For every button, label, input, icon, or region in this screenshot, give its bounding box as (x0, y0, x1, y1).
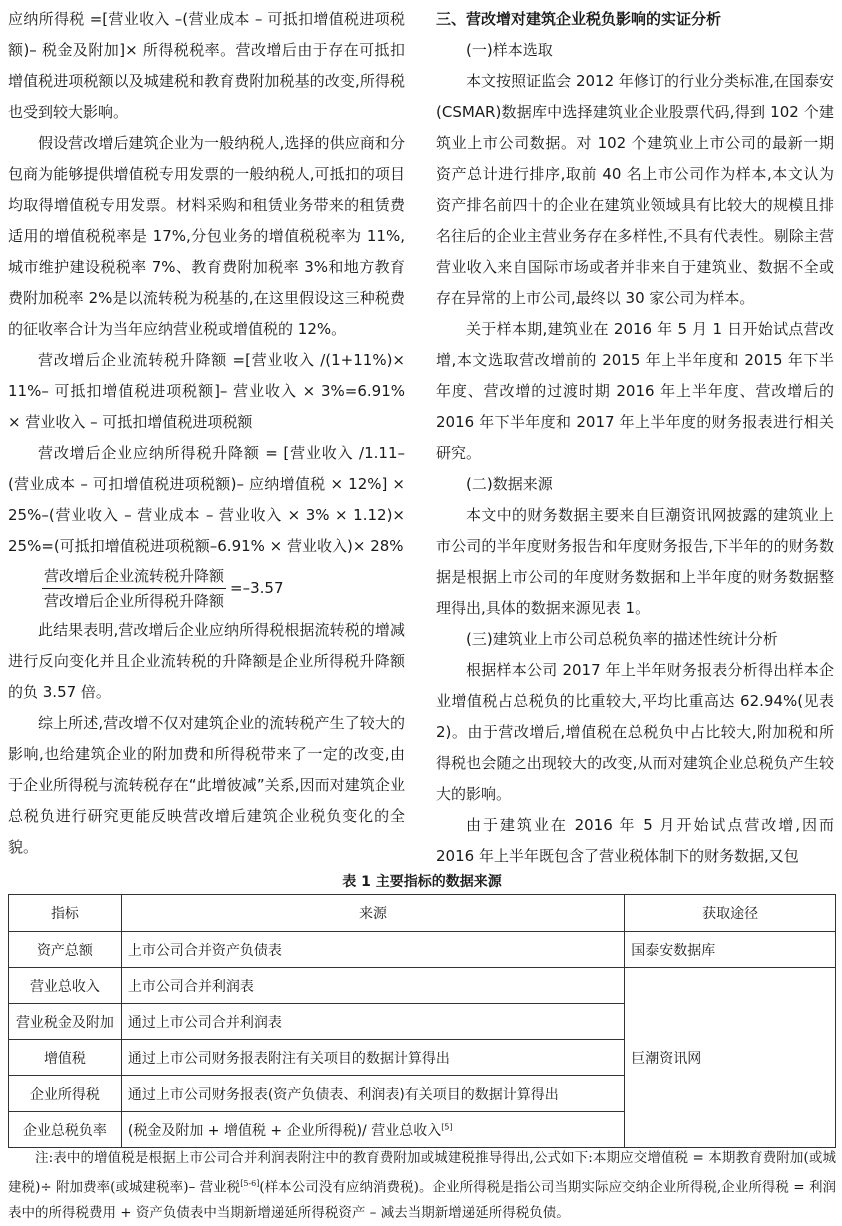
access-cell: 国泰安数据库 (625, 932, 836, 968)
fraction-numerator: 营改增后企业流转税升降额 (42, 564, 226, 589)
ratio-formula (42, 564, 405, 613)
access-cell: 巨潮资讯网 (625, 968, 836, 1148)
indicator-cell: 企业所得税 (9, 1076, 122, 1112)
column-header: 指标 (9, 895, 122, 932)
column-header: 来源 (121, 895, 624, 932)
subsection-heading: (一)样本选取 (466, 41, 553, 59)
source-cell: 通过上市公司合并利润表 (121, 1004, 624, 1040)
table-row (9, 968, 836, 1004)
note-text: (样本公司没有应纳消费税)。企业所得税是指公司当期实际应交纳企业所得税,企业所得税 = 利润表中的所得税费用 + 资产负债表中当期新增递延所得税资产 – 减去当期新增递延所得税负债。 (8, 1179, 836, 1221)
fraction-result: =–3.57 (230, 579, 284, 597)
source-cell (121, 1112, 624, 1148)
table-1 (8, 870, 836, 1148)
formula-paragraph: 营改增后企业流转税升降额 =[营业收入 /(1+11%)× 11%– 可抵扣增值税进项税额]– 营业收入 × 3%=6.91% × 营业收入 – 可抵扣增值税进项税额 (8, 351, 405, 431)
indicator-cell: 营业总收入 (9, 968, 122, 1004)
paragraph: 本文中的财务数据主要来自巨潮资讯网披露的建筑业上市公司的半年度财务报告和年度财务报告,下半年的的财务数据是根据上市公司的年度财务数据和上半年度的财务数据整理得出,具体的数据来源见表 1。 (436, 506, 834, 617)
paragraph: 综上所述,营改增不仅对建筑企业的流转税产生了较大的影响,也给建筑企业的附加费和所得税带来了一定的改变,由于企业所得税与流转税存在“此增彼减”关系,因而对建筑企业总税负进行研究更能反映营改增后建筑企业税负变化的全貌。 (8, 714, 405, 856)
paragraph: 此结果表明,营改增后企业应纳所得税根据流转税的增减进行反向变化并且企业流转税的升降额是企业所得税升降额的负 3.57 倍。 (8, 621, 405, 701)
subsection-heading: (三)建筑业上市公司总税负率的描述性统计分析 (466, 630, 778, 648)
table-note (8, 1146, 836, 1226)
paragraph: 根据样本公司 2017 年上半年财务报表分析得出样本企业增值税占总税负的比重较大,平均比重高达 62.94%(见表 2)。由于营改增后,增值税在总税负中占比较大,附加税和所得税也会随之出现较大的改变,从而对建筑企业总税负产生较大的影响。 (436, 661, 834, 803)
source-cell: 通过上市公司财务报表(资产负债表、利润表)有关项目的数据计算得出 (121, 1076, 624, 1112)
indicator-cell: 资产总额 (9, 932, 122, 968)
citation-ref: [5-6] (240, 1179, 260, 1188)
paragraph: 应纳所得税 =[营业收入 –(营业成本 – 可抵扣增值税进项税额)– 税金及附加]× 所得税税率。营改增后由于存在可抵扣增值税进项税额以及城建税和教育费附加税基的改变,所得税也受到较大影响。 (8, 10, 405, 121)
source-text: (税金及附加 + 增值税 + 企业所得税)/ 营业总收入 (127, 1122, 442, 1139)
subsection-heading: (二)数据来源 (466, 475, 553, 493)
indicator-cell: 企业总税负率 (9, 1112, 122, 1148)
paragraph: 关于样本期,建筑业在 2016 年 5 月 1 日开始试点营改增,本文选取营改增前的 2015 年上半年度和 2015 年下半年度、营改增的过渡时期 2016 年上半年度、营改增后的 2016 年下半年度和 2017 年上半年度的财务报表进行相关研究。 (436, 320, 834, 462)
paragraph: 由于建筑业在 2016 年 5 月开始试点营改增,因而 2016 年上半年既包含了营业税体制下的财务数据,又包 (436, 816, 834, 865)
paragraph: 本文按照证监会 2012 年修订的行业分类标准,在国泰安(CSMAR)数据库中选择建筑业企业股票代码,得到 102 个建筑业上市公司数据。对 102 个建筑业上市公司的最新一期资产总计进行排序,取前 40 名上市公司作为样本,本文认为资产排名前四十的企业在建筑业领域具有比较大的规模且排名往后的企业主营业务存在多样性,不具有代表性。剔除主营营业收入来自国际市场或者并非来自于建筑业、数据不全或存在异常的上市公司,最终以 30 家公司为样本。 (436, 72, 834, 307)
table-header-row (9, 895, 836, 932)
section-heading: 三、营改增对建筑企业税负影响的实证分析 (436, 10, 722, 28)
table-title: 表 1 主要指标的数据来源 (342, 874, 502, 890)
table-row (9, 932, 836, 968)
fraction (42, 564, 226, 613)
formula-paragraph: 营改增后企业应纳所得税升降额 = [营业收入 /1.11–(营业成本 – 可扣增值税进项税额)– 应纳增值税 × 12%] × 25%–(营业收入 – 营业成本 – 营业收入 × 3% × 1.12)× 25%=(可抵扣增值税进项税额–6.91% × 营业收入)× 28% (8, 444, 405, 555)
fraction-denominator: 营改增后企业所得税升降额 (44, 592, 225, 610)
source-cell: 上市公司合并利润表 (121, 968, 624, 1004)
source-cell: 上市公司合并资产负债表 (121, 932, 624, 968)
right-column (436, 4, 834, 872)
left-column (8, 4, 405, 863)
source-cell: 通过上市公司财务报表附注有关项目的数据计算得出 (121, 1040, 624, 1076)
note-text: 注:表中的增值税是根据上市公司合并利润表附注中的教育费附加或城建税推导得出,公式如下:本期应交增值税 = 本期教育费附加(或城建税)÷ 附加费率(或城建税率)– 营业税 (8, 1150, 836, 1196)
data-source-table (8, 894, 836, 1148)
indicator-cell: 营业税金及附加 (9, 1004, 122, 1040)
indicator-cell: 增值税 (9, 1040, 122, 1076)
column-header: 获取途径 (625, 895, 836, 932)
citation-ref: [5] (441, 1121, 453, 1131)
paragraph: 假设营改增后建筑企业为一般纳税人,选择的供应商和分包商为能够提供增值税专用发票的一般纳税人,可抵扣的项目均取得增值税专用发票。材料采购和租赁业务带来的租赁费适用的增值税税率是 17%,分包业务的增值税税率为 11%,城市维护建设税税率 7%、教育费附加税率 3%和地方教育费附加税率 2%是以流转税为税基的,在这里假设这三种税费的征收率合计为当年应纳营业税或增值税的 12%。 (8, 134, 405, 338)
